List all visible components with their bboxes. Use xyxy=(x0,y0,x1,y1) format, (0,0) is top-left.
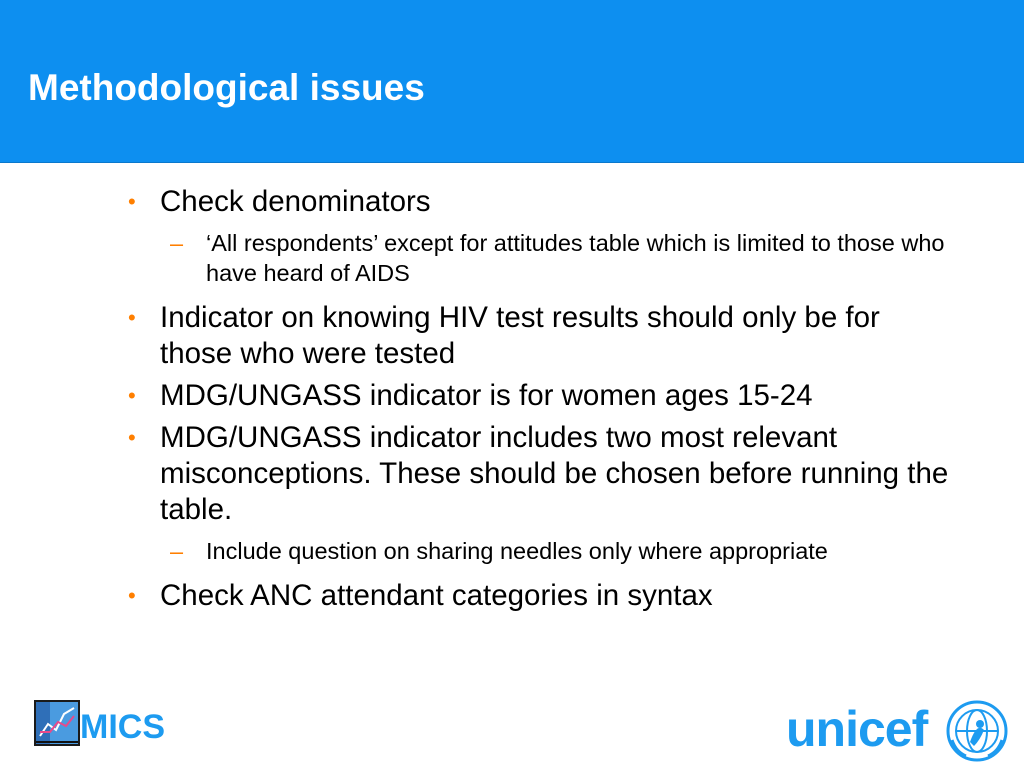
bullet-marker: • xyxy=(128,305,136,330)
sub-bullet-text: Include question on sharing needles only where appropriate xyxy=(206,538,828,564)
unicef-logo-text: unicef xyxy=(786,701,928,757)
mics-chart-icon xyxy=(34,700,80,746)
bullet-item xyxy=(122,420,952,528)
slide-title: Methodological issues xyxy=(28,67,425,108)
unicef-logo xyxy=(786,700,1012,758)
sub-bullet-marker: – xyxy=(170,230,184,256)
bullet-marker: • xyxy=(128,383,136,408)
sub-bullet-text: ‘All respondents’ except for attitudes table which is limited to those who have heard of AIDS xyxy=(206,230,945,286)
bullet-marker: • xyxy=(128,189,136,214)
bullet-item xyxy=(122,578,952,614)
bullet-text: MDG/UNGASS indicator includes two most relevant misconceptions. These should be chosen before running the table. xyxy=(160,421,949,526)
bullet-text: Check ANC attendant categories in syntax xyxy=(160,579,713,612)
bullet-item xyxy=(122,378,952,414)
title-bar xyxy=(0,0,1024,163)
bullet-marker: • xyxy=(128,425,136,450)
bullet-marker: • xyxy=(128,583,136,608)
mics-logo xyxy=(34,700,194,746)
bullet-text: MDG/UNGASS indicator is for women ages 15-24 xyxy=(160,379,813,412)
bullet-item xyxy=(122,184,952,220)
slide-body xyxy=(122,184,952,620)
bullet-text: Indicator on knowing HIV test results should only be for those who were tested xyxy=(160,301,880,370)
sub-bullet-marker: – xyxy=(170,538,184,564)
sub-bullet-item xyxy=(122,228,952,288)
mics-logo-text: MICS xyxy=(80,708,165,746)
bullet-text: Check denominators xyxy=(160,185,431,218)
unicef-emblem-icon xyxy=(946,700,1008,762)
sub-bullet-item xyxy=(122,536,952,566)
bullet-item xyxy=(122,300,952,372)
